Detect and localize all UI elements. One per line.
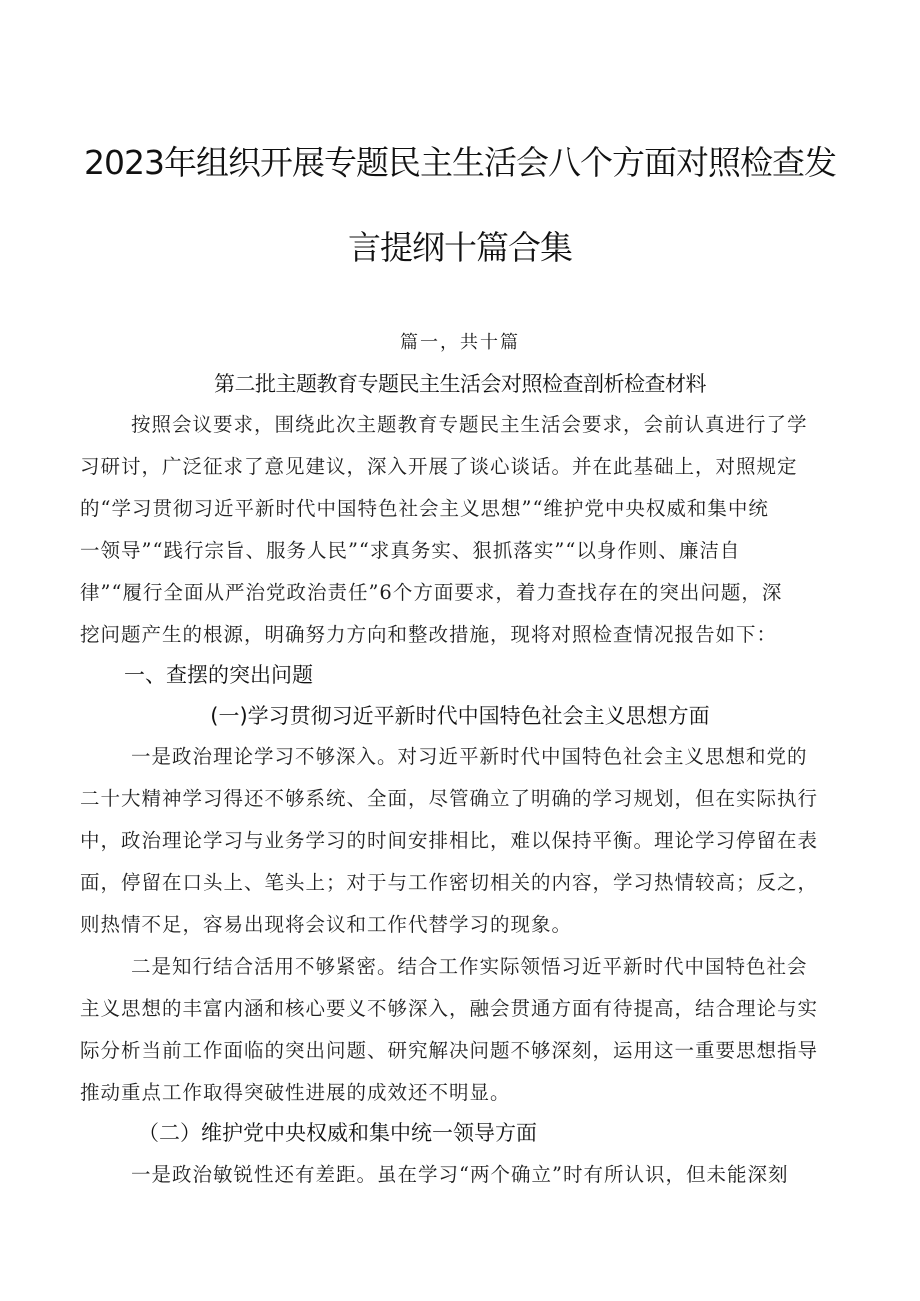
para2-line-1: 二是知行结合活用不够紧密。结合工作实际领悟习近平新时代中国特色社会 — [131, 955, 808, 978]
subsection-heading-1: (一)学习贯彻习近平新时代中国特色社会主义思想方面 — [210, 704, 710, 728]
intro-line-3: 的“学习贯彻习近平新时代中国特色社会主义思想”“维护党中央权威和集中统 — [80, 497, 769, 520]
section-heading-1: 一、查摆的突出问题 — [124, 663, 313, 687]
doc-heading: 第二批主题教育专题民主生活会对照检查剖析检查材料 — [214, 372, 706, 396]
document-title-line-2: 言提纲十篇合集 — [348, 228, 572, 267]
intro-line-5: 律”“履行全面从严治党政治责任”6个方面要求，着力查找存在的突出问题，深 — [80, 581, 783, 604]
subsection-heading-2: （二）维护党中央权威和集中统一领导方面 — [138, 1121, 537, 1145]
part-label: 篇一，共十篇 — [400, 332, 520, 353]
para2-line-4: 推动重点工作取得突破性进展的成效还不明显。 — [80, 1081, 511, 1104]
para1-line-4: 面，停留在口头上、笔头上；对于与工作密切相关的内容，学习热情较高；反之， — [80, 871, 819, 894]
document-title-line-1: 2023年组织开展专题民主生活会八个方面对照检查发 — [84, 143, 836, 182]
intro-line-4: 一领导”“践行宗旨、服务人民”“求真务实、狠抓落实”“以身作则、廉洁自 — [80, 539, 741, 562]
intro-line-2: 习研讨，广泛征求了意见建议，深入开展了谈心谈话。并在此基础上，对照规定 — [80, 455, 798, 478]
para2-line-3: 际分析当前工作面临的突出问题、研究解决问题不够深刻，运用这一重要思想指导 — [80, 1039, 819, 1062]
para1-line-5: 则热情不足，容易出现将会议和工作代替学习的现象。 — [80, 913, 573, 936]
intro-line-1: 按照会议要求，围绕此次主题教育专题民主生活会要求，会前认真进行了学 — [131, 413, 808, 436]
para1-line-2: 二十大精神学习得还不够系统、全面，尽管确立了明确的学习规划，但在实际执行 — [80, 787, 819, 810]
para1-line-3: 中，政治理论学习与业务学习的时间安排相比，难以保持平衡。理论学习停留在表 — [80, 829, 819, 852]
para1-line-1: 一是政治理论学习不够深入。对习近平新时代中国特色社会主义思想和党的 — [131, 745, 808, 768]
para3-line-1: 一是政治敏锐性还有差距。虽在学习“两个确立”时有所认识，但未能深刻 — [131, 1163, 789, 1186]
intro-line-6: 挖问题产生的根源，明确努力方向和整改措施，现将对照检查情况报告如下： — [80, 623, 778, 646]
para2-line-2: 主义思想的丰富内涵和核心要义不够深入，融会贯通方面有待提高，结合理论与实 — [80, 997, 819, 1020]
